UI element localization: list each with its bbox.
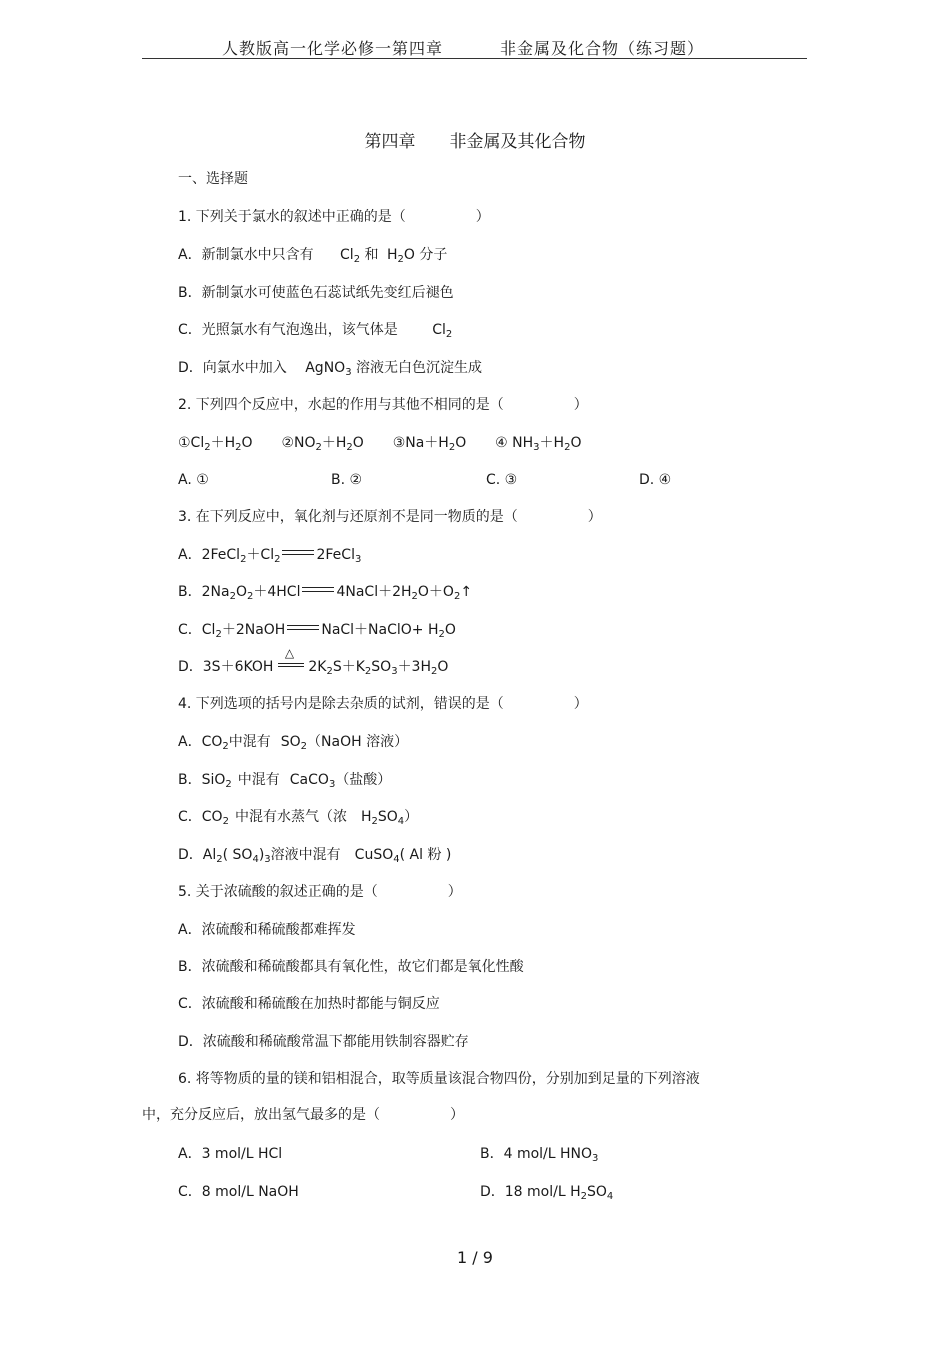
q3-stem: 3. 在下列反应中，氧化剂与还原剂不是同一物质的是（ ） bbox=[178, 509, 602, 525]
q2-option-a: A. ① bbox=[178, 472, 209, 488]
section-heading: 一、选择题 bbox=[178, 171, 248, 187]
q5-option-b: B．浓硫酸和稀硫酸都具有氧化性，故它们都是氧化性酸 bbox=[178, 959, 524, 975]
q4-stem: 4. 下列选项的括号内是除去杂质的试剂，错误的是（ ） bbox=[178, 696, 588, 712]
q6-option-d: D．18 mol/L $H_2SO_4$ bbox=[480, 1184, 614, 1202]
q4-option-d: D．$Al_2$( $SO_4)_3$溶液中混有 CuSO$_4$( Al 粉 ) bbox=[178, 847, 452, 865]
q4-option-c: C．$CO_2$ 中混有水蒸气（浓 $H_2SO_4$） bbox=[178, 809, 419, 827]
delta-icon: △ bbox=[284, 646, 295, 660]
q6-option-c: C．8 mol/L NaOH bbox=[178, 1184, 299, 1200]
q1-c-text: C．光照氯水有气泡逸出，该气体是 bbox=[178, 322, 398, 338]
q1-a-o: O 分子 bbox=[403, 247, 448, 263]
q2-stem: 2. 下列四个反应中，水起的作用与其他不相同的是（ ） bbox=[178, 397, 588, 413]
q3-option-c: C．$Cl_2+2NaOH$ NaCl＋NaClO+ $H_2O$ bbox=[178, 622, 456, 640]
q2-option-b: B. ② bbox=[331, 472, 363, 488]
q1-option-c: C．光照氯水有气泡逸出，该气体是 $Cl_2$ bbox=[178, 322, 453, 340]
q2-option-c: C. ③ bbox=[486, 472, 518, 488]
q2-reactions bbox=[178, 433, 581, 453]
q5-option-d: D．浓硫酸和稀硫酸常温下都能用铁制容器贮存 bbox=[178, 1034, 469, 1050]
equals-sign bbox=[282, 550, 314, 555]
page-number: 1 / 9 bbox=[457, 1248, 493, 1267]
chapter-title bbox=[0, 127, 950, 152]
q1-a-h: H bbox=[386, 247, 398, 263]
equals-sign bbox=[287, 625, 319, 630]
q4-option-a: A．$CO_2$中混有 $SO_2(NaOH$ 溶液） bbox=[178, 734, 409, 752]
q2-r1: $①Cl_2+H_2O$ bbox=[178, 435, 253, 453]
q1-d-text: D．向氯水中加入 bbox=[178, 360, 287, 376]
q2-option-d: D. ④ bbox=[639, 472, 672, 488]
q3-option-a: A．$2FeCl_2+Cl_2$ 2FeCl$_3$ bbox=[178, 547, 362, 565]
q6-stem-line2: 中，充分反应后，放出氢气最多的是（ ） bbox=[142, 1107, 464, 1123]
up-arrow-icon: ↑ bbox=[460, 584, 473, 600]
q5-option-c: C．浓硫酸和稀硫酸在加热时都能与铜反应 bbox=[178, 996, 440, 1012]
q6-option-a: A．3 mol/L HCl bbox=[178, 1146, 283, 1162]
q2-r4: ④ $NH_3+H_2O$ bbox=[495, 435, 582, 453]
q1-option-b: B．新制氯水可使蓝色石蕊试纸先变红后褪色 bbox=[178, 285, 454, 301]
q5-stem: 5. 关于浓硫酸的叙述正确的是（ ） bbox=[178, 884, 462, 900]
chapter-number: 第四章 bbox=[364, 132, 416, 152]
q2-r2: $②NO_2+H_2O$ bbox=[281, 435, 364, 453]
header-left: 人教版高一化学必修一第四章 bbox=[222, 39, 444, 58]
equals-sign bbox=[302, 587, 334, 592]
q1-d-rest: 溶液无白色沉淀生成 bbox=[356, 360, 483, 376]
q3-option-d: D．3S＋6KOH △ $2K_2S+K_2SO_3+3H_2O$ bbox=[178, 657, 448, 677]
q1-stem: 1. 下列关于氯水的叙述中正确的是（ ） bbox=[178, 209, 490, 225]
page-header bbox=[142, 34, 807, 59]
q1-a-text: A．新制氯水中只含有 bbox=[178, 247, 314, 263]
header-right: 非金属及化合物（练习题） bbox=[500, 39, 705, 58]
q3-option-b: B．$2Na_2O_2+4HCl$ $4NaCl+2H_2O+O_2↑$ bbox=[178, 584, 473, 602]
q1-option-d: D．向氯水中加入 AgNO$_3$ 溶液无白色沉淀生成 bbox=[178, 360, 483, 378]
q1-a-cl: Cl bbox=[340, 247, 354, 263]
q2-r3: $③Na+H_2O$ bbox=[392, 435, 467, 453]
chapter-name: 非金属及其化合物 bbox=[449, 132, 586, 152]
q1-a-and: 和 bbox=[364, 247, 379, 263]
q5-option-a: A．浓硫酸和稀硫酸都难挥发 bbox=[178, 922, 356, 938]
q1-d-ag: AgNO bbox=[305, 360, 346, 376]
q4-option-b: B．SiO$_2$ 中混有 CaCO$_3$（盐酸） bbox=[178, 772, 392, 790]
heat-equals-sign bbox=[278, 646, 304, 671]
q1-option-a: A．新制氯水中只含有 $Cl_2$ 和 $H_2O$ 分子 bbox=[178, 247, 448, 265]
q6-option-b: B．4 mol/L $HNO_3$ bbox=[480, 1146, 599, 1164]
q1-c-cl: Cl bbox=[432, 322, 446, 338]
q6-stem-line1: 6. 将等物质的量的镁和铝相混合，取等质量该混合物四份，分别加到足量的下列溶液 bbox=[178, 1071, 700, 1087]
